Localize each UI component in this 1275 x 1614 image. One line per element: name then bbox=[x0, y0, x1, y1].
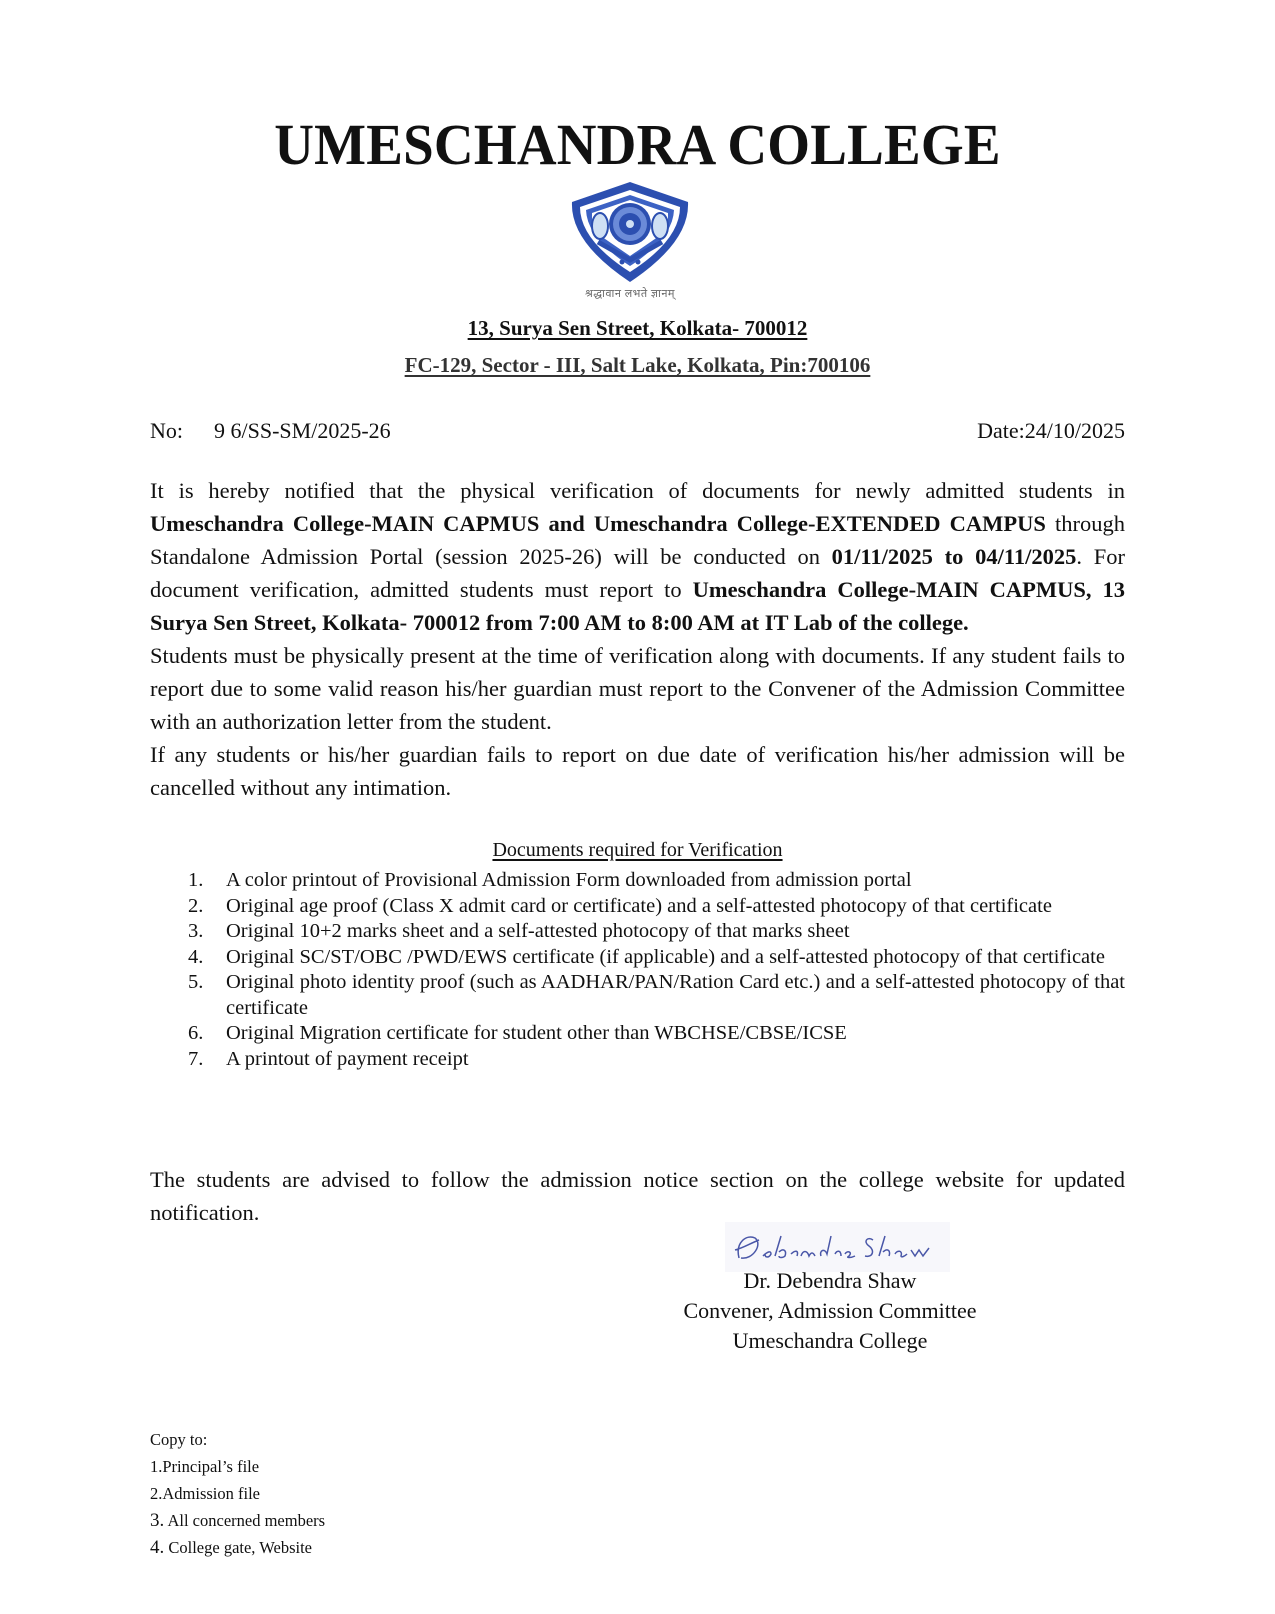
notice-paragraph-1 bbox=[150, 474, 1125, 639]
copy-to-item-text: Principal’s file bbox=[162, 1457, 260, 1476]
document-item-text: Original Migration certificate for student other than WBCHSE/CBSE/ICSE bbox=[226, 1022, 847, 1044]
document-item-text: A color printout of Provisional Admission Form downloaded from admission portal bbox=[226, 869, 912, 891]
notice-paragraph-2: Students must be physically present at the time of verification along with documents. If any student fails to report due to some valid reason his/her guardian must report to the Convener of the Admission Committee with an authorization letter from the student. bbox=[150, 643, 1125, 734]
address-extended-campus: FC-129, Sector - III, Salt Lake, Kolkata, Pin:700106 bbox=[404, 353, 871, 377]
document-item-number: 7. bbox=[188, 1047, 204, 1070]
reference-number bbox=[150, 418, 391, 444]
college-crest-icon bbox=[568, 180, 692, 284]
signature-image bbox=[725, 1222, 950, 1272]
notice-date: Date:24/10/2025 bbox=[977, 418, 1125, 443]
document-item-text: Original 10+2 marks sheet and a self-attested photocopy of that marks sheet bbox=[226, 920, 850, 942]
p1-text-2: through Standalone Admission Portal (session 2025-26) will be conducted on bbox=[150, 511, 1125, 569]
document-item bbox=[150, 894, 1125, 920]
verification-dates: 01/11/2025 to 04/11/2025 bbox=[831, 544, 1077, 569]
document-item bbox=[150, 1047, 1125, 1073]
campus-names: Umeschandra College-MAIN CAPMUS and Umeschandra College-EXTENDED CAMPUS bbox=[150, 511, 1046, 536]
document-item-number: 2. bbox=[188, 894, 204, 917]
document-item-number: 5. bbox=[188, 971, 204, 993]
reporting-location-time: Umeschandra College-MAIN CAPMUS, 13 Surya Sen Street, Kolkata- 700012 from 7:00 AM to 8:00 AM at IT Lab of the college. bbox=[150, 577, 1125, 635]
document-item-number: 3. bbox=[188, 920, 204, 942]
signatory-organization: Umeschandra College bbox=[732, 1328, 928, 1353]
signatory-role: Convener, Admission Committee bbox=[683, 1298, 977, 1323]
document-item-number: 6. bbox=[188, 1022, 204, 1044]
document-item-text: Original SC/ST/OBC /PWD/EWS certificate (if applicable) and a self-attested photocopy of that certificate bbox=[226, 945, 1105, 968]
document-item bbox=[150, 868, 1125, 894]
handwritten-signature bbox=[725, 1222, 950, 1272]
copy-to-item-number: 3. bbox=[150, 1510, 165, 1531]
copy-to-item bbox=[150, 1534, 325, 1561]
college-title: UMESCHANDRA COLLEGE bbox=[274, 112, 1001, 177]
college-motto: श्रद्धावान लभते ज्ञानम् bbox=[584, 288, 676, 300]
document-item-text: A printout of payment receipt bbox=[226, 1047, 469, 1070]
copy-to-item bbox=[150, 1480, 325, 1507]
copy-to-item bbox=[150, 1507, 325, 1534]
copy-to-item-number: 2. bbox=[150, 1484, 163, 1503]
notice-paragraph-3: If any students or his/her guardian fails to report on due date of verification his/her admission will be cancelled without any intimation. bbox=[150, 742, 1125, 800]
copy-to-item-number: 4. bbox=[150, 1537, 165, 1558]
copy-to-item-text: Admission file bbox=[162, 1484, 260, 1503]
document-item-text: Original age proof (Class X admit card or certificate) and a self-attested photocopy of that certificate bbox=[226, 894, 1052, 917]
copy-to-item-text: All concerned members bbox=[164, 1511, 326, 1530]
p1-text-3: . For document verification, admitted students must report to bbox=[150, 544, 1125, 602]
documents-list bbox=[150, 868, 1125, 1072]
document-item bbox=[150, 970, 1125, 1021]
copy-to-item bbox=[150, 1453, 325, 1480]
document-item-number: 4. bbox=[188, 945, 204, 968]
college-crest-shield bbox=[568, 180, 692, 284]
document-item bbox=[150, 945, 1125, 971]
copy-to-item-number: 1. bbox=[150, 1457, 163, 1476]
copy-to-section bbox=[150, 1426, 325, 1561]
p1-text-1: It is hereby notified that the physical verification of documents for newly admitted students in bbox=[150, 478, 1125, 503]
document-item bbox=[150, 919, 1125, 945]
reference-number-label: No: bbox=[150, 418, 183, 443]
notice-body bbox=[150, 474, 1125, 804]
address-main-campus: 13, Surya Sen Street, Kolkata- 700012 bbox=[467, 316, 808, 340]
document-item-text: Original photo identity proof (such as AADHAR/PAN/Ration Card etc.) and a self-attested photocopy of that certificate bbox=[226, 971, 1125, 1019]
closing-paragraph: The students are advised to follow the admission notice section on the college website for updated notification. bbox=[150, 1167, 1125, 1225]
document-item-number: 1. bbox=[188, 869, 204, 891]
copy-to-item-text: College gate, Website bbox=[164, 1538, 312, 1557]
reference-line bbox=[150, 418, 1125, 444]
documents-heading: Documents required for Verification bbox=[492, 839, 783, 861]
document-item bbox=[150, 1021, 1125, 1047]
copy-to-label: Copy to: bbox=[150, 1430, 208, 1449]
signatory-name: Dr. Debendra Shaw bbox=[743, 1268, 917, 1293]
reference-number-value: 9 6/SS-SM/2025-26 bbox=[214, 418, 391, 443]
